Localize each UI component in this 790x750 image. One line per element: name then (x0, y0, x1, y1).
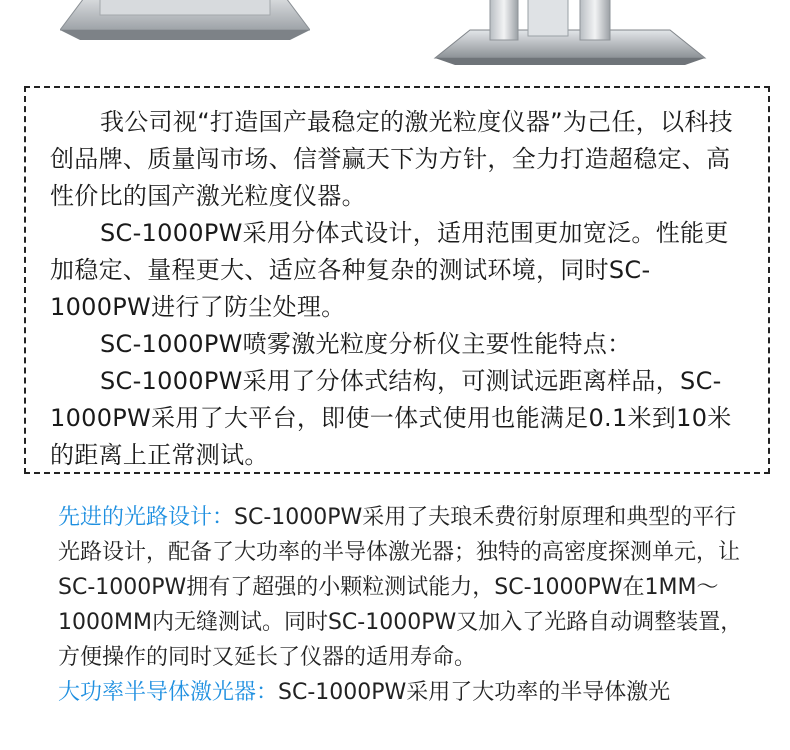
feature-text: SC-1000PW采用了夫琅禾费衍射原理和典型的平行光路设计，配备了大功率的半导体激光器；独特的高密度探测单元，让SC-1000PW拥有了超强的小颗粒测试能力，SC-1000PW在1MM～1000MM内无缝测试。同时SC-1000PW又加入了光路自动调整装置，方便操作的同时又延长了仪器的适用寿命。 (58, 505, 743, 670)
feature-item-laser (58, 675, 758, 710)
instrument-base-right-image (430, 0, 710, 65)
notice-paragraph-4: SC-1000PW采用了分体式结构，可测试远距离样品，SC-1000PW采用了大平台，即使一体式使用也能满足0.1米到10米的距离上正常测试。 (50, 367, 732, 469)
feature-title: 先进的光路设计： (58, 505, 235, 530)
company-notice-box (24, 86, 770, 474)
product-photos (0, 0, 790, 70)
feature-item-optical-design (58, 500, 758, 675)
notice-paragraph-2: SC-1000PW采用分体式设计，适用范围更加宽泛。性能更加稳定、量程更大、适应各种复杂的测试环境，同时SC-1000PW进行了防尘处理。 (50, 219, 729, 321)
notice-paragraph-1: 我公司视“打造国产最稳定的激光粒度仪器”为己任，以科技创品牌、质量闯市场、信誉赢天下为方针，全力打造超稳定、高性价比的国产激光粒度仪器。 (50, 108, 733, 210)
notice-paragraph-3: SC-1000PW喷雾激光粒度分析仪主要性能特点： (100, 330, 632, 358)
instrument-base-left-image (60, 0, 310, 50)
feature-title: 大功率半导体激光器： (58, 680, 279, 705)
feature-text: SC-1000PW采用了大功率的半导体激光 (278, 680, 671, 705)
feature-list (58, 500, 758, 710)
